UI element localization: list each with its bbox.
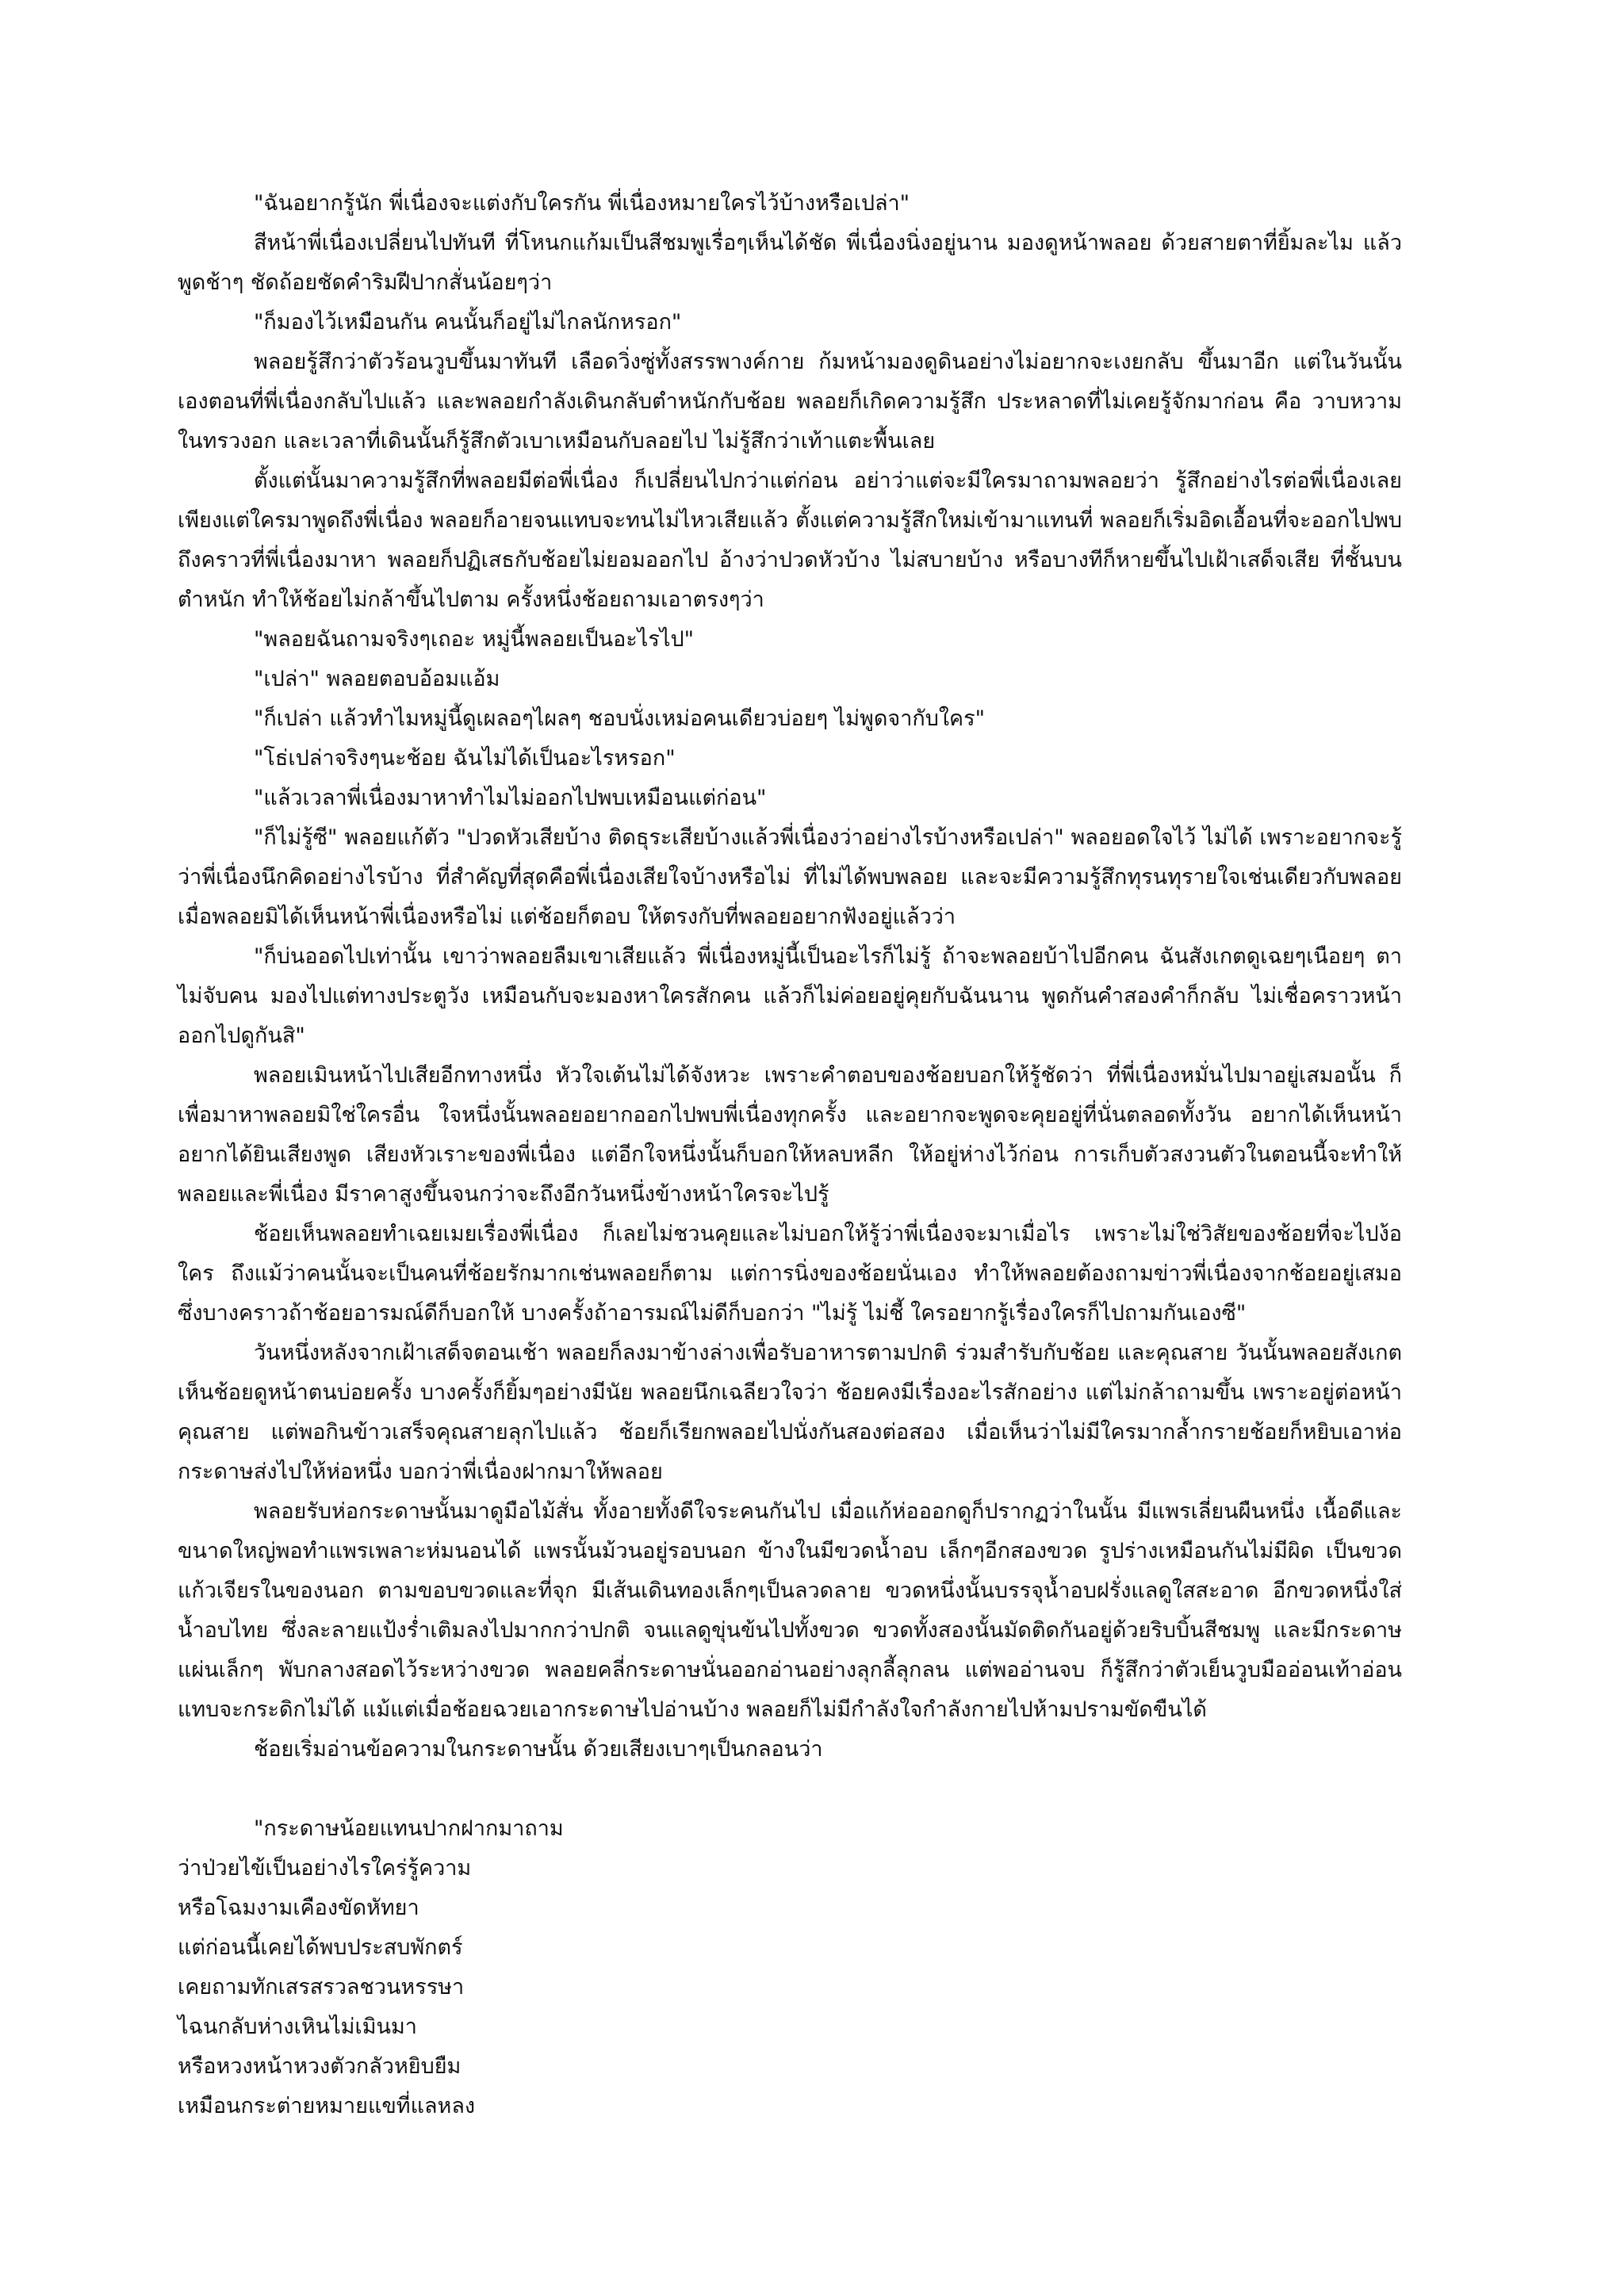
poem-line-5: เคยถามทักเสรสรวลชวนหรรษา [178,1975,465,1999]
poem-line-4: แต่ก่อนนี้เคยได้พบประสบพักตร์ [178,1935,463,1960]
paragraph-16: พลอยรับห่อกระดาษนั้นมาดูมือไม้สั่น ทั้งอายทั้งดีใจระคนกันไป เมื่อแก้ห่อออกดูก็ปรากฏว่าในนั้น มีแพรเลี่ยนผืนหนึ่ง เนื้อดีและขนาดใหญ่พอทำแพรเพลาะห่มนอนได้ แพรนั้นม้วนอยู่รอบนอก ข้างในมีขวดน้ำอบ เล็กๆอีกสองขวด รูปร่างเหมือนกันไม่มีผิด เป็นขวดแก้วเจียรในของนอก ตามขอบขวดและที่จุก มีเส้นเดินทองเล็กๆเป็นลวดลาย ขวดหนึ่งนั้นบรรจุน้ำอบฝรั่งแลดูใสสะอาด อีกขวดหนึ่งใส่น้ำอบไทย ซึ่งละลายแป้งร่ำเติมลงไปมากกว่าปกติ จนแลดูขุ่นข้นไปทั้งขวด ขวดทั้งสองนั้นมัดติดกันอยู่ด้วยริบบิ้นสีชมพู และมีกระดาษแผ่นเล็กๆ พับกลางสอดไว้ระหว่างขวด พลอยคลี่กระดาษนั่นออกอ่านอย่างลุกลี้ลุกลน แต่พออ่านจบ ก็รู้สึกว่าตัวเย็นวูบมืออ่อนเท้าอ่อน แทบจะกระดิกไม่ได้ แม้แต่เมื่อช้อยฉวยเอากระดาษไปอ่านบ้าง พลอยก็ไม่มีกำลังใจกำลังกายไปห้ามปรามขัดขืนได้ [178,1499,1402,1722]
paragraph-5: ตั้งแต่นั้นมาความรู้สึกที่พลอยมีต่อพี่เนื่อง ก็เปลี่ยนไปกว่าแต่ก่อน อย่าว่าแต่จะมีใครมาถามพลอยว่า รู้สึกอย่างไรต่อพี่เนื่องเลย เพียงแต่ใครมาพูดถึงพี่เนื่อง พลอยก็อายจนแทบจะทนไม่ไหวเสียแล้ว ตั้งแต่ความรู้สึกใหม่เข้ามาแทนที่ พลอยก็เริ่มอิดเอื้อนที่จะออกไปพบ ถึงคราวที่พี่เนื่องมาหา พลอยก็ปฏิเสธกับช้อยไม่ยอมออกไป อ้างว่าปวดหัวบ้าง ไม่สบายบ้าง หรือบางทีก็หายขึ้นไปเฝ้าเสด็จเสีย ที่ชั้นบนตำหนัก ทำให้ช้อยไม่กล้าขึ้นไปตาม ครั้งหนึ่งช้อยถามเอาตรงๆว่า [178,469,1402,612]
paragraph-4: พลอยรู้สึกว่าตัวร้อนวูบขึ้นมาทันที เลือดวิ่งซู่ทั้งสรรพางค์กาย ก้มหน้ามองดูดินอย่างไม่อยากจะเงยกลับ ขึ้นมาอีก แต่ในวันนั้นเองตอนที่พี่เนื่องกลับไปแล้ว และพลอยกำลังเดินกลับตำหนักกับช้อย พลอยก็เกิดความรู้สึก ประหลาดที่ไม่เคยรู้จักมาก่อน คือ วาบหวามในทรวงอก และเวลาที่เดินนั้นก็รู้สึกตัวเบาเหมือนกับลอยไป ไม่รู้สึกว่าเท้าแตะพื้นเลย [178,350,1402,453]
paragraph-17: ช้อยเริ่มอ่านข้อความในกระดาษนั้น ด้วยเสียงเบาๆเป็นกลอนว่า [254,1737,823,1762]
poem-line-7: หรือหวงหน้าหวงตัวกลัวหยิบยืม [178,2054,462,2079]
paragraph-7: "เปล่า" พลอยตอบอ้อมแอ้ม [254,667,500,691]
paragraph-13: พลอยเมินหน้าไปเสียอีกทางหนึ่ง หัวใจเต้นไม่ได้จังหวะ เพราะคำตอบของช้อยบอกให้รู้ชัดว่า ที่พี่เนื่องหมั่นไปมาอยู่เสมอนั้น ก็เพื่อมาหาพลอยมิใช่ใครอื่น ใจหนึ่งนั้นพลอยอยากออกไปพบพี่เนื่องทุกครั้ง และอยากจะพูดจะคุยอยู่ที่นั่นตลอดทั้งวัน อยากได้เห็นหน้าอยากได้ยินเสียงพูด เสียงหัวเราะของพี่เนื่อง แต่อีกใจหนึ่งนั้นก็บอกให้หลบหลีก ให้อยู่ห่างไว้ก่อน การเก็บตัวสงวนตัวในตอนนี้จะทำให้พลอยและพี่เนื่อง มีราคาสูงขึ้นจนกว่าจะถึงอีกวันหนึ่งข้างหน้าใครจะไปรู้ [178,1063,1402,1207]
poem-line-6: ไฉนกลับห่างเหินไม่เมินมา [178,2015,417,2039]
paragraph-1: "ฉันอยากรู้นัก พี่เนื่องจะแต่งกับใครกัน พี่เนื่องหมายใครไว้บ้างหรือเปล่า" [254,191,910,216]
paragraph-6: "พลอยฉันถามจริงๆเถอะ หมู่นี้พลอยเป็นอะไรไป" [254,627,695,652]
paragraph-9: "โธ่เปล่าจริงๆนะช้อย ฉันไม่ได้เป็นอะไรหรอก" [254,746,676,771]
poem-line-1: "กระดาษน้อยแทนปากฝากมาถาม [254,1816,564,1841]
paragraph-8: "ก็เปล่า แล้วทำไมหมู่นี้ดูเผลอๆไผลๆ ชอบนั่งเหม่อคนเดียวบ่อยๆ ไม่พูดจากับใคร" [254,706,986,731]
poem-line-2: ว่าป่วยไข้เป็นอย่างไรใคร่รู้ความ [178,1856,472,1881]
paragraph-11: "ก็ไม่รู้ซี" พลอยแก้ตัว "ปวดหัวเสียบ้าง ติดธุระเสียบ้างแล้วพี่เนื่องว่าอย่างไรบ้างหรือเปล่า" พลอยอดใจไว้ ไม่ได้ เพราะอยากจะรู้ว่าพี่เนื่องนึกคิดอย่างไรบ้าง ที่สำคัญที่สุดคือพี่เนื่องเสียใจบ้างหรือไม่ ที่ไม่ได้พบพลอย และจะมีความรู้สึกทุรนทุรายใจเช่นเดียวกับพลอย เมื่อพลอยมิได้เห็นหน้าพี่เนื่องหรือไม่ แต่ช้อยก็ตอบ ให้ตรงกับที่พลอยอยากฟังอยู่แล้วว่า [178,825,1402,929]
paragraph-14: ช้อยเห็นพลอยทำเฉยเมยเรื่องพี่เนื่อง ก็เลยไม่ชวนคุยและไม่บอกให้รู้ว่าพี่เนื่องจะมาเมื่อไร เพราะไม่ใช่วิสัยของช้อยที่จะไปง้อใคร ถึงแม้ว่าคนนั้นจะเป็นคนที่ช้อยรักมากเช่นพลอยก็ตาม แต่การนิ่งของช้อยนั่นเอง ทำให้พลอยต้องถามข่าวพี่เนื่องจากช้อยอยู่เสมอ ซึ่งบางคราวถ้าช้อยอารมณ์ดีก็บอกให้ บางครั้งถ้าอารมณ์ไม่ดีก็บอกว่า "ไม่รู้ ไม่ชี้ ใครอยากรู้เรื่องใครก็ไปถามกันเองซี" [178,1222,1402,1326]
paragraph-15: วันหนึ่งหลังจากเฝ้าเสด็จตอนเช้า พลอยก็ลงมาข้างล่างเพื่อรับอาหารตามปกติ ร่วมสำรับกับช้อย และคุณสาย วันนั้นพลอยสังเกตเห็นช้อยดูหน้าตนบ่อยครั้ง บางครั้งก็ยิ้มๆอย่างมีนัย พลอยนึกเฉลียวใจว่า ช้อยคงมีเรื่องอะไรสักอย่าง แต่ไม่กล้าถามขึ้น เพราะอยู่ต่อหน้าคุณสาย แต่พอกินข้าวเสร็จคุณสายลุกไปแล้ว ช้อยก็เรียกพลอยไปนั่งกันสองต่อสอง เมื่อเห็นว่าไม่มีใครมากล้ำกรายช้อยก็หยิบเอาห่อกระดาษส่งไปให้ห่อหนึ่ง บอกว่าพี่เนื่องฝากมาให้พลอย [178,1341,1402,1484]
section-gap [178,1770,1402,1809]
paragraph-3: "ก็มองไว้เหมือนกัน คนนั้นก็อยู่ไม่ไกลนักหรอก" [254,310,682,335]
paragraph-12: "ก็บ่นออดไปเท่านั้น เขาว่าพลอยลืมเขาเสียแล้ว พี่เนื่องหมู่นี้เป็นอะไรก็ไม่รู้ ถ้าจะพลอยบ้าไปอีกคน ฉันสังเกตดูเฉยๆเนือยๆ ตาไม่จับคน มองไปแต่ทางประตูวัง เหมือนกับจะมองหาใครสักคน แล้วก็ไม่ค่อยอยู่คุยกับฉันนาน พูดกันคำสองคำก็กลับ ไม่เชื่อคราวหน้าออกไปดูกันสิ" [178,944,1402,1048]
poem-block [178,1809,1402,2126]
poem-line-8: เหมือนกระต่ายหมายแขที่แลหลง [178,2094,476,2118]
poem-line-3: หรือโฉมงามเคืองขัดหัทยา [178,1896,419,1920]
paragraph-2: สีหน้าพี่เนื่องเปลี่ยนไปทันที ที่โหนกแก้มเป็นสีชมพูเรื่อๆเห็นได้ชัด พี่เนื่องนิ่งอยู่นาน มองดูหน้าพลอย ด้วยสายตาที่ยิ้มละไม แล้วพูดช้าๆ ชัดถ้อยชัดคำริมฝีปากสั่นน้อยๆว่า [178,231,1402,295]
document-page [178,184,1402,2126]
paragraph-10: "แล้วเวลาพี่เนื่องมาหาทำไมไม่ออกไปพบเหมือนแต่ก่อน" [254,786,767,810]
